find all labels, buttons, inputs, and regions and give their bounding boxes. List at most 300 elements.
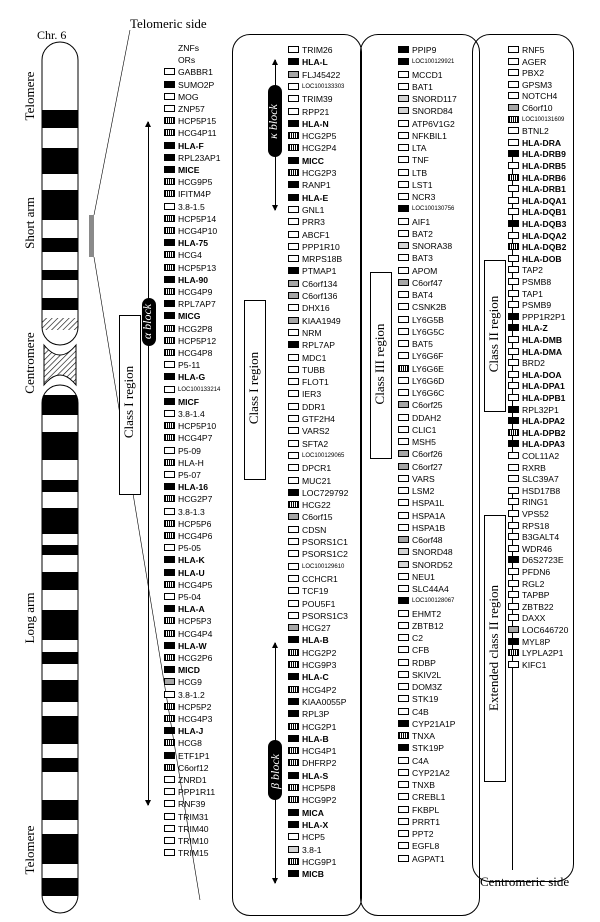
gene-column-1 xyxy=(164,42,234,877)
gene-marker xyxy=(398,120,409,127)
gene-marker xyxy=(288,550,299,557)
gene-marker xyxy=(398,806,409,813)
gene-label: MICE xyxy=(178,165,200,175)
gene-label: RING1 xyxy=(522,497,549,508)
gene-marker xyxy=(398,818,409,825)
gene-marker xyxy=(288,403,299,410)
gene-label: MICB xyxy=(302,869,324,880)
gene-label: D6S2723E xyxy=(522,555,564,566)
gene-marker xyxy=(288,710,299,717)
gene-label: NEU1 xyxy=(412,571,435,582)
gene-marker xyxy=(164,447,175,454)
gene-label: BAT3 xyxy=(412,253,433,264)
gene-label: CYP21A2 xyxy=(412,767,450,778)
gene-marker xyxy=(398,414,409,421)
gene-label: KIFC1 xyxy=(522,659,547,670)
gene-marker xyxy=(288,157,299,164)
gene-marker xyxy=(164,288,175,295)
gene-marker xyxy=(398,757,409,764)
gene-marker xyxy=(398,524,409,531)
gene-marker xyxy=(288,636,299,643)
gene-marker xyxy=(508,464,519,471)
gene-marker xyxy=(164,495,175,502)
gene-label: HLA-DPB2 xyxy=(522,427,566,438)
gene-marker xyxy=(288,772,299,779)
gene-label: B3GALT4 xyxy=(522,532,560,543)
gene-marker xyxy=(398,548,409,555)
gene-marker xyxy=(398,744,409,751)
gene-marker xyxy=(398,254,409,261)
gene-label: C6orf25 xyxy=(412,400,443,411)
gene-label: HLA-90 xyxy=(178,274,209,285)
gene-marker xyxy=(164,544,175,551)
class-ii-region-label: Class II region xyxy=(486,295,501,373)
gene-label: HCP5P3 xyxy=(178,616,212,627)
gene-label: C4B xyxy=(412,706,429,717)
gene-label: HCG4P9 xyxy=(178,287,213,297)
gene-marker xyxy=(508,278,519,285)
gene-marker xyxy=(288,390,299,397)
gene-marker xyxy=(398,267,409,274)
gene-marker xyxy=(508,336,519,343)
gene-label: IFITM4P xyxy=(178,189,211,200)
gene-label: LTB xyxy=(412,167,428,178)
gene-marker xyxy=(164,459,175,466)
short-arm-label: Short arm xyxy=(22,197,37,249)
gene-label: CFB xyxy=(412,645,430,656)
gene-label: TRIM31 xyxy=(178,811,209,822)
gene-label: CREBL1 xyxy=(412,792,446,803)
gene-marker xyxy=(398,242,409,249)
gene-label: MICA xyxy=(302,807,324,818)
gene-marker xyxy=(164,142,175,149)
gene-label: KIAA0055P xyxy=(302,696,347,707)
gene-label: MSH5 xyxy=(412,437,436,447)
gene-marker xyxy=(164,422,175,429)
gene-marker xyxy=(398,634,409,641)
gene-label: BAT2 xyxy=(412,228,433,239)
gene-marker xyxy=(288,513,299,520)
gene-marker xyxy=(164,776,175,783)
gene-label: LY6G6C xyxy=(412,388,445,398)
gene-label: HCP5P14 xyxy=(178,213,217,224)
gene-label: HLA-DQA2 xyxy=(522,230,567,241)
gene-label: COL11A2 xyxy=(522,451,560,461)
gene-marker xyxy=(398,95,409,102)
gene-label: PSMB9 xyxy=(522,300,552,311)
gene-label: TNXB xyxy=(412,780,435,790)
gene-marker xyxy=(508,522,519,529)
gene-marker xyxy=(398,463,409,470)
gene-label: RPL7AP xyxy=(302,340,335,351)
gene-marker xyxy=(508,545,519,552)
gene-label: C6orf48 xyxy=(412,535,443,545)
gene-label: HCG2P5 xyxy=(302,131,337,142)
gene-label: HCG4P11 xyxy=(178,128,217,139)
gene-label: PRR3 xyxy=(302,217,325,228)
gene-label: P5-09 xyxy=(178,445,201,456)
gene-marker xyxy=(288,477,299,484)
gene-marker xyxy=(164,190,175,197)
gene-marker xyxy=(164,166,175,173)
gene-label: NCR3 xyxy=(412,192,436,202)
gene-marker xyxy=(288,341,299,348)
gene-marker xyxy=(398,671,409,678)
gene-marker xyxy=(508,266,519,273)
gene-label: SNORD84 xyxy=(412,106,453,117)
gene-label: LOC100128067 xyxy=(412,598,455,605)
gene-label: ZBTB12 xyxy=(412,620,444,631)
gene-label: LYPLA2P1 xyxy=(522,648,564,659)
gene-marker xyxy=(398,585,409,592)
gene-label: CCHCR1 xyxy=(302,573,338,584)
gene-label: TRIM26 xyxy=(302,45,333,55)
gene-marker xyxy=(508,348,519,355)
gene-label: GTF2H4 xyxy=(302,414,335,424)
gene-label: HLA-Z xyxy=(522,323,548,334)
gene-marker xyxy=(164,788,175,795)
gene-marker xyxy=(398,855,409,862)
gene-label: PTMAP1 xyxy=(302,266,337,277)
gene-label: HLA-U xyxy=(178,567,205,578)
gene-label: HLA-F xyxy=(178,140,204,151)
gene-marker xyxy=(164,386,175,393)
gene-marker xyxy=(164,642,175,649)
gene-marker xyxy=(398,389,409,396)
gene-marker xyxy=(288,58,299,65)
gene-label: P5-07 xyxy=(178,470,201,480)
gene-label: HCG27 xyxy=(302,623,331,634)
gene-marker xyxy=(508,127,519,134)
gene-marker xyxy=(288,378,299,385)
gene-label: MICG xyxy=(178,311,201,322)
gene-label: HCP5 xyxy=(302,832,325,843)
gene-marker xyxy=(164,349,175,356)
gene-label: ATP6V1G2 xyxy=(412,118,455,129)
gene-marker xyxy=(508,301,519,308)
gene-marker xyxy=(508,533,519,540)
gene-label: LOC729792 xyxy=(302,487,349,498)
gene-label: STK19 xyxy=(412,694,439,705)
gene-marker xyxy=(398,487,409,494)
gene-label: RXRB xyxy=(522,462,546,473)
gene-marker xyxy=(508,58,519,65)
gene-marker xyxy=(508,626,519,633)
gene-label: HCG9 xyxy=(178,677,202,688)
gene-marker xyxy=(164,227,175,234)
gene-label: CYP21A1P xyxy=(412,718,456,729)
gene-marker xyxy=(164,251,175,258)
gene-marker xyxy=(288,870,299,877)
gene-marker xyxy=(164,666,175,673)
gene-label: ORs xyxy=(178,55,196,66)
gene-marker xyxy=(398,597,409,604)
gene-marker xyxy=(164,264,175,271)
gene-label: HCG2P1 xyxy=(302,721,337,732)
gene-marker xyxy=(164,81,175,88)
gene-label: SNORD48 xyxy=(412,547,453,558)
gene-marker xyxy=(508,150,519,157)
gene-label: FKBPL xyxy=(412,804,440,815)
gene-marker xyxy=(398,695,409,702)
gene-marker xyxy=(398,622,409,629)
gene-label: HCG4P6 xyxy=(178,531,213,541)
gene-marker xyxy=(508,394,519,401)
gene-label: HLA-H xyxy=(178,457,204,468)
gene-marker xyxy=(164,471,175,478)
gene-label: C6orf26 xyxy=(412,449,443,460)
telomeric-side-label: Telomeric side xyxy=(130,16,207,31)
gene-label: PBX2 xyxy=(522,68,544,79)
gene-marker xyxy=(164,825,175,832)
gene-marker xyxy=(288,464,299,471)
gene-marker xyxy=(508,104,519,111)
gene-marker xyxy=(288,784,299,791)
gene-label: PPIP9 xyxy=(412,45,437,55)
gene-label: HCP5P12 xyxy=(178,335,217,346)
gene-label: STK19P xyxy=(412,743,445,754)
gene-label: LST1 xyxy=(412,179,433,190)
gene-label: HCG4P4 xyxy=(178,628,213,639)
alpha-block-label: α block xyxy=(140,303,155,340)
gene-label: BAT5 xyxy=(412,339,433,349)
gene-label: HSD17B8 xyxy=(522,485,561,496)
gene-marker xyxy=(288,538,299,545)
gene-label: HCP5P13 xyxy=(178,262,217,273)
gene-marker xyxy=(164,593,175,600)
gene-label: C6orf10 xyxy=(522,103,553,113)
gene-marker xyxy=(398,230,409,237)
telomere-top-label: Telomere xyxy=(22,71,37,121)
gene-marker xyxy=(164,715,175,722)
gene-label: WDR46 xyxy=(522,543,553,554)
gene-marker xyxy=(164,813,175,820)
gene-label: DHX16 xyxy=(302,303,330,314)
gene-marker xyxy=(164,434,175,441)
gene-label: LY6G5B xyxy=(412,314,444,325)
gene-marker xyxy=(398,781,409,788)
gene-label: AGER xyxy=(522,56,547,67)
gene-marker xyxy=(288,489,299,496)
gene-label: RPL23AP1 xyxy=(178,152,221,163)
chromosome-label: Chr. 6 xyxy=(37,28,67,42)
gene-marker xyxy=(508,475,519,482)
gene-marker xyxy=(398,132,409,139)
gene-label: HLA-S xyxy=(302,770,329,781)
gene-label: HLA-J xyxy=(178,726,204,737)
gene-marker xyxy=(164,178,175,185)
gene-label: RPS18 xyxy=(522,520,550,531)
gene-label: LTA xyxy=(412,143,427,153)
gene-marker xyxy=(288,440,299,447)
gene-marker xyxy=(164,93,175,100)
telomere-bottom-label: Telomere xyxy=(22,825,37,875)
gene-marker xyxy=(508,220,519,227)
gene-label: C6orf15 xyxy=(302,512,333,523)
gene-label: CDSN xyxy=(302,524,327,535)
centromere-label: Centromere xyxy=(22,332,37,394)
gene-label: VARS2 xyxy=(302,426,330,437)
gene-label: KIAA1949 xyxy=(302,315,341,326)
gene-marker xyxy=(398,83,409,90)
gene-marker xyxy=(508,417,519,424)
gene-marker xyxy=(288,661,299,668)
gene-label: HLA-DOB xyxy=(522,253,562,264)
gene-marker xyxy=(508,556,519,563)
gene-marker xyxy=(508,313,519,320)
gene-label: HLA-DOA xyxy=(522,369,562,380)
gene-marker xyxy=(288,169,299,176)
gene-marker xyxy=(398,193,409,200)
gene-marker xyxy=(288,673,299,680)
gene-marker xyxy=(164,325,175,332)
gene-marker xyxy=(398,683,409,690)
class-iii-region-label: Class III region xyxy=(372,323,387,405)
gene-marker xyxy=(164,105,175,112)
gene-label: PRRT1 xyxy=(412,816,441,827)
gene-label: P5-11 xyxy=(178,360,201,371)
gene-label: BRD2 xyxy=(522,358,545,369)
gene-label: MCCD1 xyxy=(412,69,443,80)
gene-marker xyxy=(288,132,299,139)
gene-marker xyxy=(288,821,299,828)
gene-marker xyxy=(288,427,299,434)
gene-marker xyxy=(508,580,519,587)
gene-marker xyxy=(288,181,299,188)
gene-marker xyxy=(398,573,409,580)
gene-label: SKIV2L xyxy=(412,669,442,680)
gene-label: HLA-75 xyxy=(178,238,209,249)
gene-marker xyxy=(288,329,299,336)
gene-marker xyxy=(398,377,409,384)
gene-marker xyxy=(288,267,299,274)
gene-marker xyxy=(164,483,175,490)
gene-label: RNF5 xyxy=(522,45,545,55)
gene-label: 3.8-1.5 xyxy=(178,201,205,212)
gene-marker xyxy=(508,638,519,645)
gene-label: HCG4 xyxy=(178,250,202,261)
gene-marker xyxy=(164,800,175,807)
gene-label: RANP1 xyxy=(302,180,331,191)
gene-label: HCG9P5 xyxy=(178,177,213,188)
gene-label: HLA-DPB1 xyxy=(522,393,566,403)
gene-label: C6orf27 xyxy=(412,461,443,472)
gene-label: TNF xyxy=(412,155,429,166)
gene-label: HCG9P1 xyxy=(302,856,337,867)
gene-label: SFTA2 xyxy=(302,438,329,449)
gene-marker xyxy=(164,520,175,527)
gene-label: SNORA38 xyxy=(412,241,453,251)
gene-label: MICF xyxy=(178,396,200,407)
gene-label: ABCF1 xyxy=(302,229,330,240)
gene-marker xyxy=(508,614,519,621)
gene-label: SLC39A7 xyxy=(522,474,559,485)
gene-marker xyxy=(398,340,409,347)
gene-marker xyxy=(508,243,519,250)
gene-label: HLA-A xyxy=(178,604,205,615)
gene-label: PSORS1C2 xyxy=(302,549,348,560)
gene-label: MICC xyxy=(302,155,324,166)
gene-label: PSORS1C3 xyxy=(302,610,348,621)
gene-marker xyxy=(288,649,299,656)
gene-marker xyxy=(398,156,409,163)
gene-marker xyxy=(288,71,299,78)
gene-marker xyxy=(508,324,519,331)
gene-label: LOC100129610 xyxy=(302,563,345,570)
gene-marker xyxy=(508,429,519,436)
gene-label: PPP1R2P1 xyxy=(522,311,566,322)
gene-marker xyxy=(288,83,299,90)
gene-label: HLA-X xyxy=(302,819,329,830)
gene-marker xyxy=(288,846,299,853)
gene-marker xyxy=(288,612,299,619)
gene-label: DAXX xyxy=(522,613,546,624)
beta-block-label: β block xyxy=(267,754,282,789)
gene-marker xyxy=(508,568,519,575)
gene-label: CLIC1 xyxy=(412,424,437,435)
gene-label: HCG9P3 xyxy=(302,660,337,670)
gene-label: DDR1 xyxy=(302,401,326,412)
gene-marker xyxy=(288,452,299,459)
gene-label: PPP1R10 xyxy=(302,241,340,252)
gene-label: VARS xyxy=(412,473,435,484)
gene-label: HCG9P2 xyxy=(302,795,337,806)
gene-marker xyxy=(398,58,409,65)
gene-marker xyxy=(288,723,299,730)
gene-label: HCG2P7 xyxy=(178,494,213,505)
gene-label: HCP5P6 xyxy=(178,518,212,529)
gene-marker xyxy=(164,556,175,563)
gene-marker xyxy=(288,796,299,803)
gene-marker xyxy=(508,290,519,297)
gene-label: DPCR1 xyxy=(302,463,332,474)
gene-label: HLA-N xyxy=(302,118,329,129)
gene-marker xyxy=(164,361,175,368)
gene-label: FLJ45422 xyxy=(302,69,341,80)
gene-label: DHFRP2 xyxy=(302,758,337,769)
gene-marker xyxy=(164,129,175,136)
gene-marker xyxy=(398,328,409,335)
gene-label: RDBP xyxy=(412,657,436,668)
gene-marker xyxy=(288,735,299,742)
gene-label: HSPA1B xyxy=(412,522,446,533)
gene-marker xyxy=(398,769,409,776)
gene-column-4 xyxy=(508,44,578,834)
gene-marker xyxy=(164,849,175,856)
gene-marker xyxy=(398,426,409,433)
gene-marker xyxy=(288,501,299,508)
gene-label: HLA-L xyxy=(302,57,328,68)
gene-marker xyxy=(164,678,175,685)
gene-label: APOM xyxy=(412,265,438,276)
gene-column-2 xyxy=(288,44,358,884)
gene-label: MUC21 xyxy=(302,475,332,486)
gene-label: HCG2P2 xyxy=(302,647,337,658)
gene-label: HLA-DQB3 xyxy=(522,219,567,229)
gene-marker xyxy=(164,398,175,405)
gene-marker xyxy=(164,703,175,710)
gene-label: GPSM3 xyxy=(522,79,553,90)
gene-marker xyxy=(288,833,299,840)
gene-marker xyxy=(508,255,519,262)
gene-label: HLA-DQB2 xyxy=(522,242,567,253)
gene-label: HSPA1L xyxy=(412,498,445,509)
gene-label: MYL8P xyxy=(522,636,551,647)
gene-marker xyxy=(508,382,519,389)
gene-label: HCG2P4 xyxy=(302,143,337,154)
kappa-block-label: κ block xyxy=(265,104,280,139)
gene-marker xyxy=(398,46,409,53)
